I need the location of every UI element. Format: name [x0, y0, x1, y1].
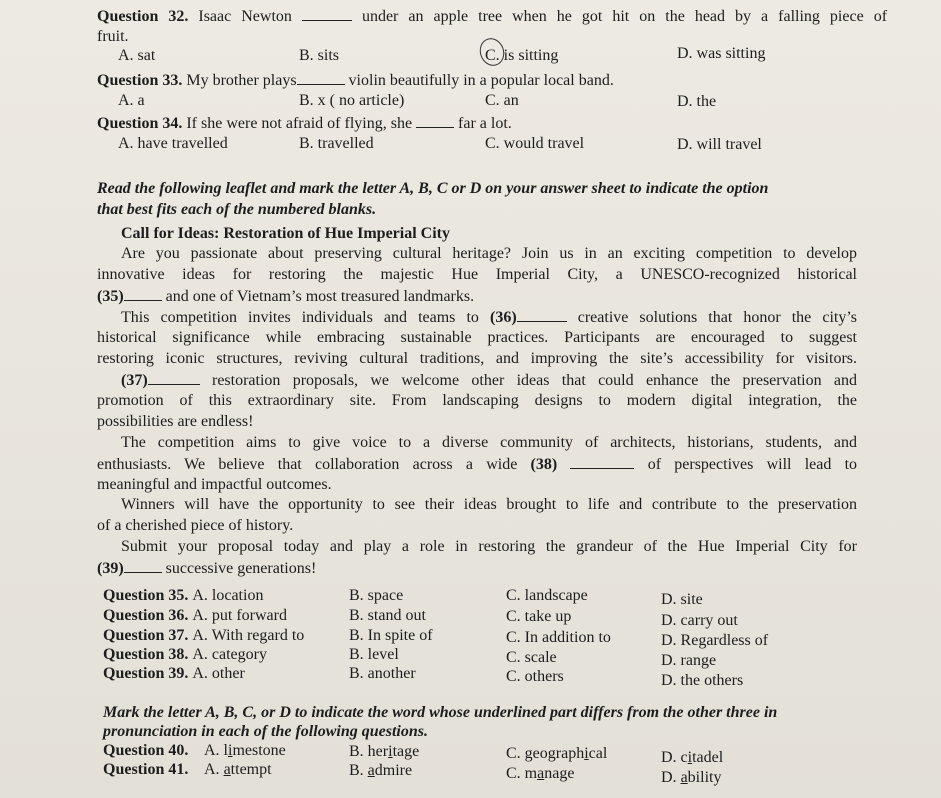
question-36-label: Question 36. A. put forward	[103, 607, 287, 624]
blank-35-number: (35)	[97, 288, 124, 305]
question-39-label: Question 39. A. other	[103, 665, 245, 682]
blank-37	[148, 370, 200, 385]
blank-36	[517, 307, 567, 322]
question-38-option-c[interactable]: C. scale	[506, 649, 557, 666]
question-34-option-a[interactable]: A. have travelled	[118, 135, 228, 152]
question-33-label: Question 33.	[97, 72, 183, 89]
question-34-stem	[97, 113, 512, 134]
leaflet-p1-line3	[97, 286, 474, 307]
question-32-blank	[302, 6, 352, 21]
question-33-blank	[297, 70, 345, 85]
question-33-option-d[interactable]: D. the	[677, 93, 717, 110]
question-37-option-c[interactable]: C. In addition to	[506, 629, 611, 646]
question-35-option-b[interactable]: B. space	[349, 587, 404, 604]
question-36-option-b[interactable]: B. stand out	[349, 607, 426, 624]
question-38-option-a[interactable]: A. category	[192, 646, 267, 663]
question-41-option-c[interactable]: C. manage	[506, 765, 575, 782]
question-41-option-b[interactable]: B. admire	[349, 762, 413, 779]
question-38-option-d[interactable]: D. range	[661, 652, 717, 669]
question-38-option-b[interactable]: B. level	[349, 646, 399, 663]
leaflet-p2-line1	[121, 307, 857, 328]
leaflet-p3-line2: promotion of this extraordinary site. From landscaping designs to modern digital integration, the	[97, 392, 857, 409]
question-34-blank	[416, 113, 454, 128]
question-39-option-c[interactable]: C. others	[506, 668, 564, 685]
question-37-label: Question 37. A. With regard to	[103, 627, 305, 644]
question-36-option-a[interactable]: A. put forward	[192, 607, 287, 624]
question-34-label: Question 34.	[97, 115, 183, 132]
question-36-option-d[interactable]: D. carry out	[661, 612, 738, 629]
leaflet-p1-line2: innovative ideas for restoring the majestic Hue Imperial City, a UNESCO-recognized historical	[97, 266, 857, 283]
question-40-option-b[interactable]: B. heritage	[349, 743, 420, 760]
question-32-stem	[97, 6, 887, 27]
leaflet-p1-line3-text: and one of Vietnam’s most treasured landmarks.	[165, 288, 475, 305]
leaflet-p6-line2-text: successive generations!	[165, 560, 317, 577]
blank-37-number: (37)	[121, 372, 148, 389]
leaflet-p2-line3: restoring iconic structures, reviving cultural traditions, and improving the site’s accessibility for visitors.	[97, 350, 857, 367]
leaflet-p2-line1-text-a: This competition invites individuals and teams to	[121, 309, 479, 326]
question-37-option-d[interactable]: D. Regardless of	[661, 632, 769, 649]
question-34-text-after: far a lot.	[458, 115, 512, 132]
leaflet-instruction-line1: Read the following leaflet and mark the letter A, B, C or D on your answer sheet to indicate the option	[97, 180, 769, 197]
blank-35	[124, 286, 162, 301]
leaflet-p3-line3: possibilities are endless!	[97, 413, 254, 430]
leaflet-instruction-line2: that best fits each of the numbered blanks.	[97, 201, 377, 218]
leaflet-p4-line3: meaningful and impactful outcomes.	[97, 476, 332, 493]
leaflet-p5-line2: of a cherished piece of history.	[97, 517, 294, 534]
question-32-option-d[interactable]: D. was sitting	[677, 45, 766, 62]
leaflet-p1-line1: Are you passionate about preserving cultural heritage? Join us in an exciting competition to develop	[121, 245, 857, 262]
leaflet-p4-line2	[97, 454, 857, 475]
question-34-text-before: If she were not afraid of flying, she	[186, 115, 413, 132]
blank-38	[570, 454, 634, 469]
question-35-label: Question 35. A. location	[103, 587, 264, 604]
leaflet-p2-line2: historical significance while embracing sustainable practices. Participants are encouraged to suggest	[97, 329, 857, 346]
question-37-option-a[interactable]: A. With regard to	[192, 627, 305, 644]
blank-39	[124, 558, 162, 573]
blank-36-number: (36)	[490, 309, 517, 326]
leaflet-p2-line1-text-b: creative solutions that honor the city’s	[577, 309, 858, 326]
leaflet-p4-line2-text-a: enthusiasts. We believe that collaboration across a wide	[97, 456, 518, 473]
question-39-option-a[interactable]: A. other	[192, 665, 245, 682]
question-34-option-b[interactable]: B. travelled	[299, 135, 374, 152]
question-36-option-c[interactable]: C. take up	[506, 608, 572, 625]
leaflet-p3-line1	[121, 370, 857, 391]
question-41-label: Question 41.	[103, 761, 189, 778]
pronunciation-instruction-line1: Mark the letter A, B, C, or D to indicate the word whose underlined part differs from the other three in	[103, 704, 778, 721]
question-35-option-c[interactable]: C. landscape	[506, 587, 588, 604]
question-33-option-c[interactable]: C. an	[485, 92, 519, 109]
question-35-option-d[interactable]: D. site	[661, 591, 703, 608]
question-41-option-a[interactable]: A. attempt	[204, 761, 272, 778]
question-33-option-b[interactable]: B. x ( no article)	[299, 92, 405, 109]
question-34-option-c[interactable]: C. would travel	[485, 135, 585, 152]
leaflet-p4-line1: The competition aims to give voice to a diverse community of architects, historians, students, and	[121, 434, 857, 451]
leaflet-p4-line2-text-b: of perspectives will lead to	[647, 456, 858, 473]
question-41-option-d[interactable]: D. ability	[661, 769, 722, 786]
leaflet-p3-line1-text: restoration proposals, we welcome other ideas that could enhance the preservation and	[211, 372, 858, 389]
question-39-option-b[interactable]: B. another	[349, 665, 416, 682]
question-40-option-c[interactable]: C. geographical	[506, 745, 608, 762]
question-40-option-d[interactable]: D. citadel	[661, 749, 724, 766]
blank-38-number: (38)	[530, 456, 558, 473]
question-33-text-after: violin beautifully in a popular local band.	[348, 72, 614, 89]
leaflet-p5-line1: Winners will have the opportunity to see their ideas brought to life and contribute to the preservation	[121, 496, 857, 513]
question-34-option-d[interactable]: D. will travel	[677, 136, 762, 153]
question-37-option-b[interactable]: B. In spite of	[349, 627, 433, 644]
question-40-label: Question 40.	[103, 742, 189, 759]
question-33-stem	[97, 70, 614, 91]
question-32-option-c[interactable]: C. is sitting	[485, 47, 559, 64]
leaflet-p6-line1: Submit your proposal today and play a role in restoring the grandeur of the Hue Imperial City for	[121, 538, 857, 555]
question-32-text-before: Isaac Newton	[198, 8, 292, 25]
question-40-option-a[interactable]: A. limestone	[204, 742, 286, 759]
blank-39-number: (39)	[97, 560, 124, 577]
question-39-option-d[interactable]: D. the others	[661, 672, 744, 689]
question-32-option-b[interactable]: B. sits	[299, 47, 340, 64]
pronunciation-instruction-line2: pronunciation in each of the following questions.	[103, 723, 428, 740]
question-32-stem-cont: fruit.	[97, 28, 129, 45]
leaflet-p6-line2	[97, 558, 316, 579]
leaflet-title: Call for Ideas: Restoration of Hue Imperial City	[121, 225, 450, 242]
question-32-option-a[interactable]: A. sat	[118, 47, 156, 64]
question-32-text-after: under an apple tree when he got hit on the head by a falling piece of	[361, 8, 888, 25]
question-33-option-a[interactable]: A. a	[118, 92, 145, 109]
question-38-label: Question 38. A. category	[103, 646, 267, 663]
question-32-label: Question 32.	[97, 8, 189, 25]
question-35-option-a[interactable]: A. location	[192, 587, 264, 604]
question-33-text-before: My brother plays	[186, 72, 297, 89]
